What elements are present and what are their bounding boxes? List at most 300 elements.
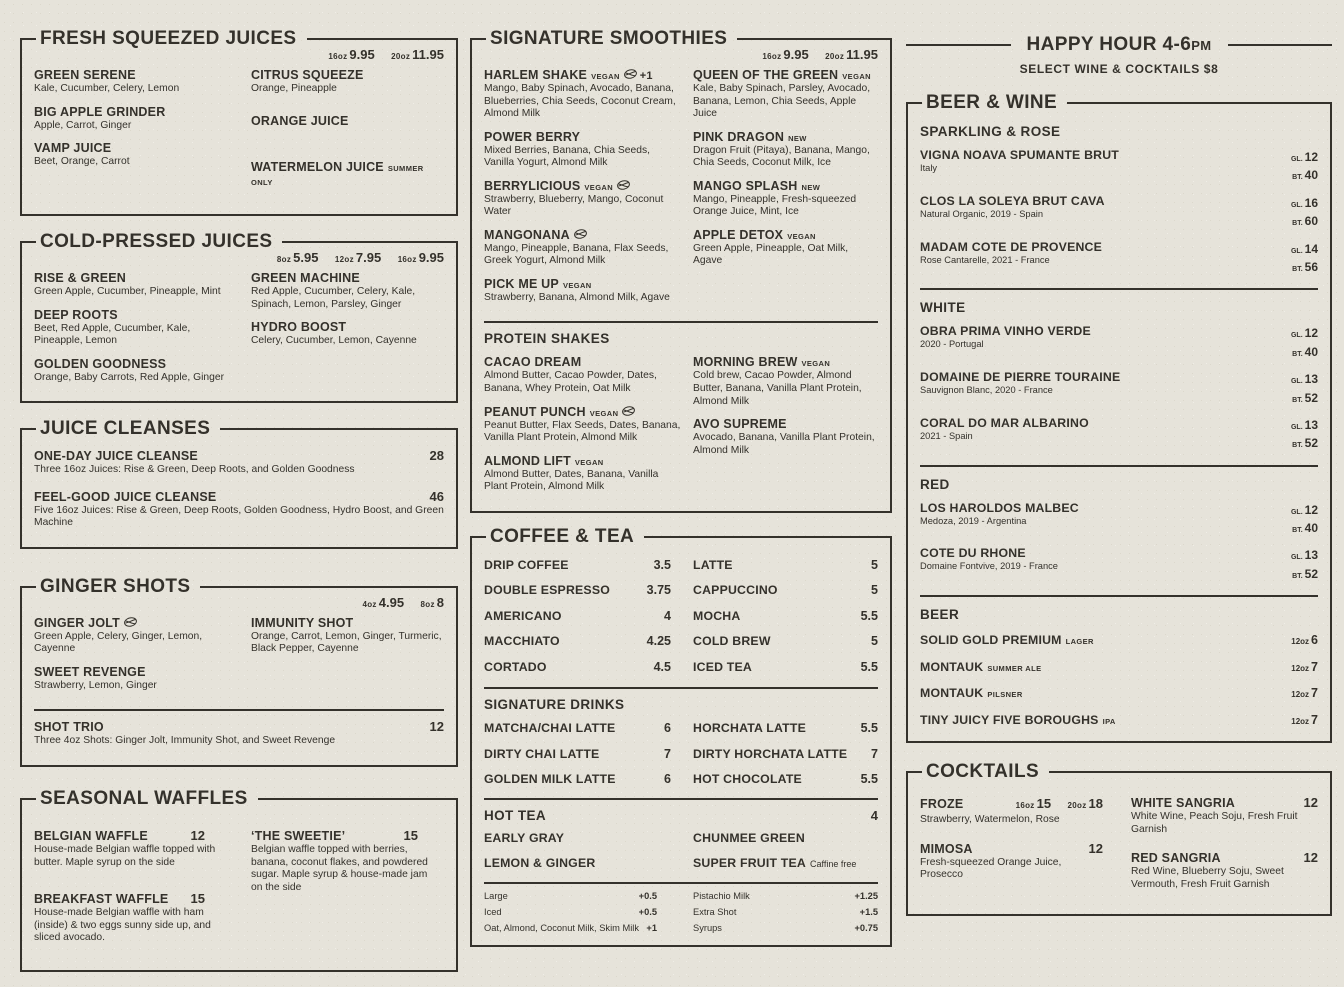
beer-row xyxy=(920,711,1318,729)
item-name: BERRYLICIOUS xyxy=(484,178,581,193)
glass-price xyxy=(1291,194,1318,212)
items-column xyxy=(484,355,681,502)
item-desc: Fresh-squeezed Orange Juice, Prosecco xyxy=(920,856,1062,881)
menu-item xyxy=(34,141,239,169)
beer-size-label: 12oz xyxy=(1291,663,1310,673)
item-price: 5.5 xyxy=(860,772,878,787)
wine-info xyxy=(920,370,1120,407)
bottle-label: BT. xyxy=(1292,350,1303,358)
addon-price: +0.5 xyxy=(638,906,657,917)
section-cocktails xyxy=(906,761,1332,916)
item-name: SHOT TRIO xyxy=(34,720,104,735)
glass-label: GL. xyxy=(1290,201,1303,209)
item-price: 15 xyxy=(190,891,205,907)
glass-price-value: 13 xyxy=(1304,372,1318,387)
item-name: GOLDEN MILK LATTE xyxy=(484,772,616,787)
addon-price: +1 xyxy=(646,922,657,933)
menu-item xyxy=(251,68,444,105)
right-column xyxy=(906,0,1332,931)
item-name: IMMUNITY SHOT xyxy=(251,615,354,630)
bottle-price-value: 52 xyxy=(1304,436,1318,451)
item-price: 12 xyxy=(1088,840,1103,856)
item-price: 7 xyxy=(871,746,878,761)
section-beer-wine xyxy=(906,92,1332,743)
items-column xyxy=(239,68,444,206)
bottle-label: BT. xyxy=(1292,174,1303,182)
beer-price-value: 7 xyxy=(1311,712,1318,727)
item-name-row xyxy=(920,841,1103,856)
glass-label: GL. xyxy=(1290,156,1303,163)
glass-price xyxy=(1291,324,1318,342)
wine-detail: Rose Cantarelle, 2021 - France xyxy=(920,254,1050,265)
item-price: 46 xyxy=(429,488,444,504)
item-price: 5 xyxy=(871,634,878,649)
item-name: ‘THE SWEETIE’ xyxy=(251,829,346,844)
item-name: CAPPUCCINO xyxy=(693,583,778,598)
size-label: 20oz xyxy=(1067,801,1087,811)
glass-label: GL. xyxy=(1290,423,1303,431)
item-name: ICED TEA xyxy=(693,659,752,674)
item-price: 4.5 xyxy=(653,659,671,674)
wine-name: OBRA PRIMA VINHO VERDE xyxy=(920,324,1091,339)
item-name-row xyxy=(34,616,239,630)
item-desc: Mango, Pineapple, Fresh-squeezed Orange Juice, Mint, Ice xyxy=(693,193,857,218)
section-divider xyxy=(34,709,444,711)
item-name: GREEN SERENE xyxy=(34,68,136,82)
price-row xyxy=(484,721,671,735)
item-price: 5 xyxy=(871,557,878,572)
menu-item xyxy=(34,891,239,945)
item-name: APPLE DETOX xyxy=(693,227,784,242)
glass-price xyxy=(1291,240,1318,258)
wine-info xyxy=(920,240,1102,277)
item-name-row xyxy=(693,355,878,369)
bottle-price-value: 40 xyxy=(1304,521,1318,536)
beer-style-tag: PILSNER xyxy=(987,690,1023,700)
item-name-row xyxy=(34,448,444,463)
item-name-row xyxy=(693,179,878,193)
addon-name: Oat, Almond, Coconut Milk, Skim Milk xyxy=(484,922,639,933)
size-label: 8oz xyxy=(276,255,292,264)
beer-style-tag: LAGER xyxy=(1065,637,1094,647)
item-name: HORCHATA LATTE xyxy=(693,721,806,736)
bottle-label: BT. xyxy=(1292,396,1303,404)
item-name: CHUNMEE GREEN xyxy=(693,830,805,845)
item-desc: Beet, Red Apple, Cucumber, Kale, Pineapple, Lemon xyxy=(34,322,191,347)
wine-prices xyxy=(1283,416,1318,453)
price-value: 8 xyxy=(436,594,444,610)
glass-label: GL. xyxy=(1290,554,1303,562)
items-column xyxy=(484,558,681,686)
section-seasonal-waffles xyxy=(20,788,458,972)
item-name: MOCHA xyxy=(693,608,741,623)
wine-row xyxy=(920,416,1318,453)
menu-item xyxy=(484,454,681,494)
vegan-tag: VEGAN xyxy=(801,359,831,369)
beer-name: MONTAUK xyxy=(920,686,984,701)
item-name-row xyxy=(251,160,444,188)
section-title: SIGNATURE SMOOTHIES xyxy=(490,28,728,49)
item-name-row xyxy=(920,795,1103,813)
happy-hour-subtitle: SELECT WINE & COCKTAILS $8 xyxy=(1019,62,1219,76)
wine-prices xyxy=(1283,324,1318,361)
item-desc: Strawberry, Blueberry, Mango, Coconut Water xyxy=(484,193,664,218)
item-name: GOLDEN GOODNESS xyxy=(34,356,167,371)
item-desc: Three 4oz Shots: Ginger Jolt, Immunity Shot, and Sweet Revenge xyxy=(34,735,336,747)
price-row xyxy=(693,721,878,735)
addon-price: +0.5 xyxy=(638,890,657,901)
item-name: EARLY GRAY xyxy=(484,830,565,845)
items-column xyxy=(34,271,239,393)
vegan-tag: VEGAN xyxy=(562,280,592,290)
items-grid xyxy=(34,68,444,206)
menu-item xyxy=(251,828,444,894)
bottle-price xyxy=(1291,343,1318,361)
item-name: ONE-DAY JUICE CLEANSE xyxy=(34,449,198,464)
item-price: 12 xyxy=(429,719,444,735)
section-coffee-tea xyxy=(470,526,892,947)
item-name-row xyxy=(693,228,878,242)
happy-hour-header xyxy=(906,34,1332,56)
item-name: MACCHIATO xyxy=(484,634,560,649)
wine-info xyxy=(920,324,1091,361)
menu-item xyxy=(693,130,878,170)
wine-name: CLOS LA SOLEYA BRUT CAVA xyxy=(920,193,1105,208)
subsection-title: WHITE xyxy=(920,300,966,316)
beer-name-row xyxy=(920,713,1116,727)
menu-item xyxy=(251,616,444,656)
menu-item xyxy=(484,355,681,395)
glass-label: GL. xyxy=(1290,332,1303,340)
beer-size-label: 12oz xyxy=(1291,637,1310,647)
item-price: 6 xyxy=(664,772,671,787)
item-name: POWER BERRY xyxy=(484,129,581,144)
items-column xyxy=(681,68,878,313)
items-column xyxy=(484,891,681,939)
size-label: 12oz xyxy=(334,255,354,264)
item-name-row xyxy=(484,228,681,242)
item-name-row xyxy=(484,454,681,468)
wine-prices xyxy=(1283,546,1318,583)
items-column xyxy=(239,271,444,393)
price-value: 5.95 xyxy=(293,250,319,265)
wine-detail: 2021 - Spain xyxy=(920,430,973,441)
item-name: MATCHA/CHAI LATTE xyxy=(484,721,616,736)
item-desc: Apple, Carrot, Ginger xyxy=(34,119,132,131)
item-name: DIRTY HORCHATA LATTE xyxy=(693,746,848,761)
addon-row xyxy=(484,923,657,933)
menu-item xyxy=(1131,850,1318,891)
item-name: ALMOND LIFT xyxy=(484,453,571,468)
size-label: 16oz xyxy=(762,52,782,61)
stamp-icon xyxy=(123,616,138,628)
beer-name-row xyxy=(920,633,1094,647)
item-name-row xyxy=(693,856,856,870)
glass-price xyxy=(1291,501,1318,519)
section-fresh-squeezed-juices xyxy=(20,28,458,216)
wine-detail: Italy xyxy=(920,163,938,173)
subsection-title: SIGNATURE DRINKS xyxy=(484,697,625,713)
wine-row xyxy=(920,501,1318,538)
menu-item xyxy=(693,355,878,408)
item-name: LEMON & GINGER xyxy=(484,856,596,871)
seasonal-tag: SUMMER ONLY xyxy=(251,164,424,187)
vegan-tag: VEGAN xyxy=(591,72,620,81)
bottle-price-value: 40 xyxy=(1304,168,1318,183)
beer-name-row xyxy=(920,660,1041,674)
bottle-label: BT. xyxy=(1292,220,1303,228)
items-column xyxy=(920,795,1119,900)
rule-line xyxy=(1228,44,1333,46)
items-column xyxy=(681,891,878,939)
subsection-title: HOT TEA xyxy=(484,807,547,823)
item-name: GREEN MACHINE xyxy=(251,271,360,285)
price-row xyxy=(484,660,671,674)
bottle-price xyxy=(1291,166,1318,184)
glass-label: GL. xyxy=(1290,378,1303,386)
beer-price-value: 6 xyxy=(1311,633,1318,648)
section-title: COLD-PRESSED JUICES xyxy=(40,231,273,252)
item-name: QUEEN OF THE GREEN xyxy=(693,68,839,82)
item-desc: Orange, Carrot, Lemon, Ginger, Turmeric, Black Pepper, Cayenne xyxy=(251,630,442,655)
price-row xyxy=(693,609,878,623)
item-price: 5.5 xyxy=(860,608,878,623)
beer-style-tag: SUMMER ALE xyxy=(987,663,1042,673)
item-price: 4.25 xyxy=(646,634,671,649)
price-row xyxy=(484,634,671,648)
item-price: 12 xyxy=(190,828,205,844)
item-name: DOUBLE ESPRESSO xyxy=(484,583,610,598)
item-price: 4 xyxy=(664,608,671,623)
beer-row xyxy=(920,658,1318,676)
menu-item xyxy=(484,277,681,305)
item-name: MANGO SPLASH xyxy=(693,178,798,193)
wine-info xyxy=(920,546,1058,583)
addon-price: +1.25 xyxy=(854,890,878,901)
beer-name-row xyxy=(920,686,1023,700)
price-value: 11.95 xyxy=(412,47,444,62)
wine-row xyxy=(920,324,1318,361)
section-title: FRESH SQUEEZED JUICES xyxy=(40,28,297,49)
bottle-price xyxy=(1291,258,1318,276)
extra-charge: +1 xyxy=(639,70,653,82)
item-name-row xyxy=(484,179,681,193)
item-desc: Green Apple, Cucumber, Pineapple, Mint xyxy=(34,286,221,297)
bottle-label: BT. xyxy=(1292,442,1303,450)
bottle-price-value: 52 xyxy=(1304,566,1318,581)
glass-label: GL. xyxy=(1290,247,1303,255)
price-row xyxy=(693,634,878,648)
beer-size-label: 12oz xyxy=(1291,716,1310,726)
subsection-title: RED xyxy=(920,476,950,492)
size-label: 8oz xyxy=(420,599,435,609)
menu-item xyxy=(484,405,681,445)
vegan-tag: VEGAN xyxy=(584,182,614,192)
item-name: AVO SUPREME xyxy=(693,417,787,432)
section-signature-smoothies xyxy=(470,28,892,513)
bottle-price-value: 40 xyxy=(1304,344,1318,359)
item-name-row xyxy=(484,277,681,291)
wine-prices xyxy=(1283,194,1318,231)
items-column xyxy=(484,68,681,313)
item-name-row xyxy=(693,130,878,144)
vegan-tag: VEGAN xyxy=(589,408,619,418)
item-price: 5 xyxy=(871,583,878,598)
item-price: 6 xyxy=(664,721,671,736)
wine-name: DOMAINE DE PIERRE TOURAINE xyxy=(920,370,1121,385)
menu-item xyxy=(34,68,239,96)
price-row xyxy=(693,772,878,786)
menu-item xyxy=(251,114,444,151)
beer-row xyxy=(920,631,1318,649)
stamp-icon xyxy=(623,68,638,80)
addon-name: Large xyxy=(484,890,508,901)
item-desc: Orange, Pineapple xyxy=(251,83,337,94)
beer-size-label: 12oz xyxy=(1291,690,1310,700)
item-name: PINK DRAGON xyxy=(693,129,785,144)
item-desc: Belgian waffle topped with berries, banana, coconut flakes, and powdered sugar. Maple syrup & house-made jam on the side xyxy=(251,844,428,893)
stamp-icon xyxy=(573,228,588,240)
addon-row xyxy=(693,907,878,917)
new-tag: NEW xyxy=(801,182,821,192)
caffeine-note: Caffine free xyxy=(810,859,857,870)
item-desc: White Wine, Peach Soju, Fresh Fruit Garnish xyxy=(1131,811,1298,835)
section-cold-pressed-juices xyxy=(20,231,458,403)
subsection-title: BEER xyxy=(920,607,960,623)
items-column xyxy=(484,831,681,882)
vegan-tag: VEGAN xyxy=(787,231,816,241)
section-divider xyxy=(920,595,1318,597)
wine-row xyxy=(920,240,1318,277)
bottle-price-value: 52 xyxy=(1304,390,1318,405)
menu-item xyxy=(920,841,1103,882)
vegan-tag: VEGAN xyxy=(574,457,604,467)
items-grid xyxy=(34,616,444,702)
item-name: LATTE xyxy=(693,557,733,572)
size-label: 16oz xyxy=(1015,801,1035,811)
item-name: BREAKFAST WAFFLE xyxy=(34,892,169,907)
item-price: 3.75 xyxy=(646,583,671,598)
addon-name: Extra Shot xyxy=(693,906,737,917)
addon-price: +0.75 xyxy=(854,922,878,933)
stamp-icon xyxy=(621,405,636,417)
items-column xyxy=(681,831,878,882)
price-row xyxy=(693,660,878,674)
item-name: DRIP COFFEE xyxy=(484,557,569,572)
items-column xyxy=(34,616,239,702)
menu-item xyxy=(251,271,444,311)
bottle-label: BT. xyxy=(1292,265,1303,273)
size-label: 20oz xyxy=(391,52,411,61)
wine-detail: Domaine Fontvive, 2019 - France xyxy=(920,561,1058,572)
price-value: 11.95 xyxy=(846,47,878,62)
glass-price-value: 16 xyxy=(1304,195,1318,210)
vegan-tag: VEGAN xyxy=(842,72,871,81)
item-desc: Almond Butter, Dates, Banana, Vanilla Plant Protein, Almond Milk xyxy=(484,468,659,493)
item-desc: Green Apple, Pineapple, Oat Milk, Agave xyxy=(693,242,849,267)
item-desc: Red Wine, Blueberry Soju, Sweet Vermouth, Fresh Fruit Garnish xyxy=(1131,866,1284,890)
wine-detail: Natural Organic, 2019 - Spain xyxy=(920,208,1043,219)
wine-row xyxy=(920,370,1318,407)
wine-name: LOS HAROLDOS MALBEC xyxy=(920,500,1079,515)
menu-item xyxy=(693,179,878,219)
section-divider xyxy=(484,687,878,689)
item-desc: Cold brew, Cacao Powder, Almond Butter, Banana, Vanilla Plant Protein, Almond Milk xyxy=(693,370,862,407)
item-price: 5.5 xyxy=(860,721,878,736)
item-desc: Mango, Baby Spinach, Avocado, Banana, Blueberries, Chia Seeds, Coconut Cream, Almond Milk xyxy=(484,83,676,120)
bottle-price xyxy=(1291,389,1318,407)
bottle-label: BT. xyxy=(1292,572,1303,580)
menu-item xyxy=(484,179,681,219)
item-name: CITRUS SQUEEZE xyxy=(251,68,364,82)
beer-price-value: 7 xyxy=(1311,686,1318,701)
glass-price-value: 12 xyxy=(1304,150,1318,164)
addon-name: Iced xyxy=(484,906,502,917)
section-title: JUICE CLEANSES xyxy=(40,418,211,440)
wine-info xyxy=(920,148,1119,185)
item-name-row xyxy=(484,405,681,419)
price-row xyxy=(693,583,878,597)
price-row xyxy=(484,558,671,572)
happy-hour-title xyxy=(1027,34,1212,56)
item-desc: Beet, Orange, Carrot xyxy=(34,156,130,168)
items-grid xyxy=(484,721,878,798)
item-desc: House-made Belgian waffle with ham (inside) & two eggs sunny side up, and sliced avocado. xyxy=(34,907,211,944)
menu-item xyxy=(251,160,444,197)
glass-price xyxy=(1291,416,1318,434)
item-name: ORANGE JUICE xyxy=(251,114,349,128)
items-column xyxy=(681,355,878,502)
items-column xyxy=(1119,795,1318,900)
item-price: 3.5 xyxy=(653,557,671,572)
item-name: VAMP JUICE xyxy=(34,141,112,156)
price-value: 4.95 xyxy=(378,594,405,610)
items-column xyxy=(681,721,878,798)
menu-item xyxy=(1131,795,1318,836)
item-desc: Strawberry, Watermelon, Rose xyxy=(920,814,1060,826)
menu-item xyxy=(34,448,444,477)
beer-name: TINY JUICY FIVE BOROUGHS xyxy=(920,712,1099,727)
item-desc: Strawberry, Banana, Almond Milk, Agave xyxy=(484,291,670,303)
glass-price xyxy=(1291,370,1318,388)
price-row xyxy=(484,747,671,761)
size-label: 20oz xyxy=(825,52,845,61)
wine-info xyxy=(920,194,1105,231)
wine-row xyxy=(920,148,1318,185)
item-name: DEEP ROOTS xyxy=(34,307,118,322)
items-grid xyxy=(484,558,878,686)
item-name: BIG APPLE GRINDER xyxy=(34,104,166,119)
beer-price xyxy=(1291,684,1318,702)
item-price: 15 xyxy=(403,828,418,844)
price-row xyxy=(693,558,878,572)
item-name-row xyxy=(251,828,444,843)
section-title: COFFEE & TEA xyxy=(490,525,635,547)
glass-price-value: 14 xyxy=(1304,241,1318,256)
item-name: BELGIAN WAFFLE xyxy=(34,829,148,844)
item-name: MIMOSA xyxy=(920,841,973,856)
item-price: 7 xyxy=(664,746,671,761)
addons-grid xyxy=(484,891,878,939)
bottle-price xyxy=(1291,519,1318,537)
items-grid xyxy=(484,68,878,313)
item-prices xyxy=(1016,795,1103,813)
item-name: SUPER FRUIT TEA xyxy=(693,856,806,871)
wine-name: VIGNA NOAVA SPUMANTE BRUT xyxy=(920,148,1120,162)
wine-prices xyxy=(1283,501,1318,538)
menu-item xyxy=(34,665,239,693)
item-price: 12 xyxy=(1303,850,1318,866)
